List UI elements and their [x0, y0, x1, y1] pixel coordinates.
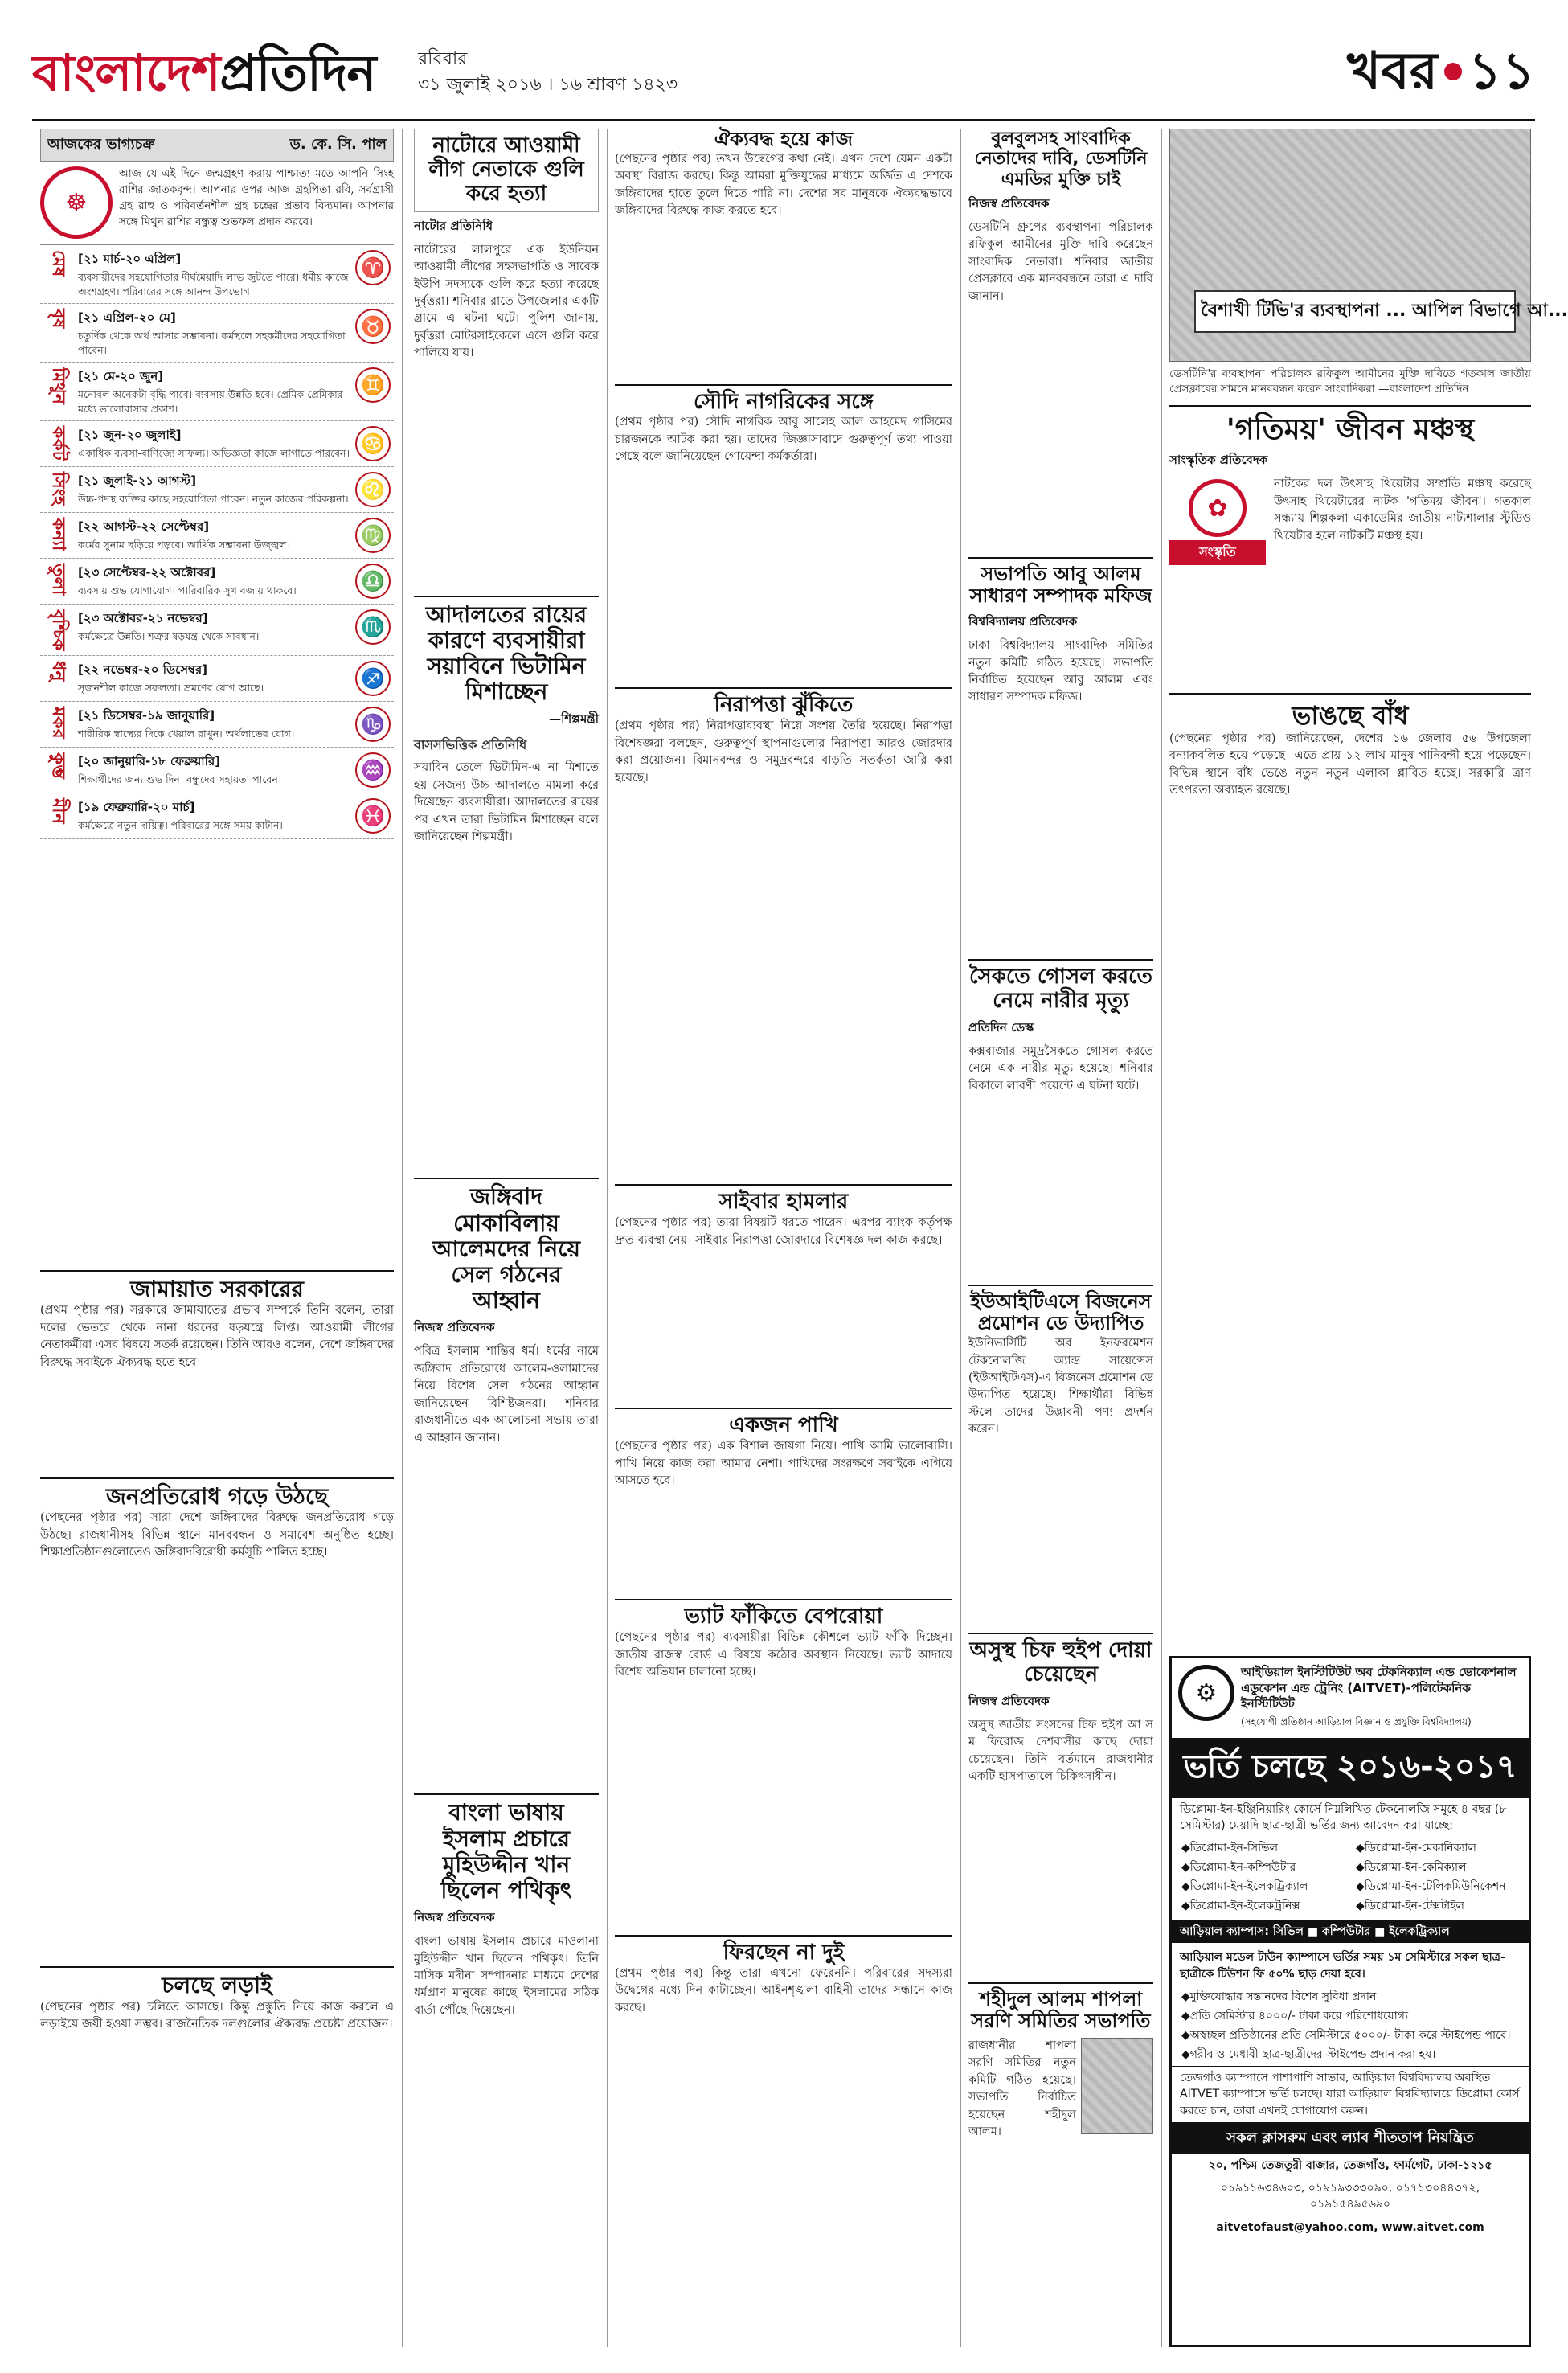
ad-title: ভর্তি চলছে ২০১৬-২০১৭ — [1172, 1738, 1529, 1798]
offer-item: ◆ মুক্তিযোদ্ধার সন্তানদের বিশেষ সুবিধা প্রদান — [1181, 1987, 1519, 2006]
article-title[interactable]: নাটোরে আওয়ামী লীগ নেতাকে গুলি করে হত্যা — [414, 129, 599, 212]
article-byline: নিজস্ব প্রতিবেদক — [414, 1910, 495, 1925]
sign-name: মকর — [48, 707, 68, 740]
article-body: রাজধানীর শাপলা সরণি সমিতির নতুন কমিটি গঠিত হয়েছে। সভাপতি নির্বাচিত হয়েছেন শহীদুল আলম। — [968, 2039, 1076, 2139]
article-body: (পেছনের পৃষ্ঠার পর) এক বিশাল জায়গা নিয়ে। পাখি আমি ভালোবাসি। পাখি নিয়ে কাজ করা আমার নেশা। পাখিদের সংরক্ষণে সবাইকে এগিয়ে আসতে হবে। — [615, 1440, 952, 1488]
aitvet-logo-icon: ⚙ — [1178, 1665, 1234, 1721]
article-body: (পেছনের পৃষ্ঠার পর) তখন উদ্বেগের কথা নেই। এখন দেশে যেমন একটা অবস্থা বিরাজ করছে। কিন্তু আমরা মুক্তিযুদ্ধের মাধ্যমে অর্জিত এ দেশকে জঙ্গিবাদের হাতে তুলে দিতে পারি না। দেশের সব মানুষকে ঐক্যবদ্ধভাবে জঙ্গিবাদের বিরুদ্ধে কাজ করতে হবে। — [615, 152, 952, 217]
ad-intro: ডিপ্লোমা-ইন-ইঞ্জিনিয়ারিং কোর্সে নিম্নলিখিত টেকনোলজি সমূহে ৪ বছর (৮ সেমিস্টার) মেয়াদি ছাত্র-ছাত্রী ভর্তির জন্য আবেদন করা যাচ্ছে: — [1180, 1802, 1507, 1832]
article-title[interactable]: ভাঙছে বাঁধ — [1169, 693, 1531, 731]
logo-red: বাংলাদেশ — [32, 43, 220, 102]
sign-date-range: [২২ আগস্ট-২২ সেপ্টেম্বর] — [78, 519, 210, 534]
article-title[interactable]: বুলবুলসহ সাংবাদিক নেতাদের দাবি, ডেসটিনি এমডির মুক্তি চাই — [974, 129, 1148, 190]
sign-date-range: [২৩ সেপ্টেম্বর-২২ অক্টোবর] — [78, 565, 216, 580]
horoscope-sign — [40, 559, 394, 605]
article-title[interactable]: অসুস্থ চিফ হুইপ দোয়া চেয়েছেন — [968, 1633, 1153, 1687]
sign-text: উচ্চ-পদস্থ ব্যক্তির কাছে সহযোগিতা পাবেন। নতুন কাজের পরিকল্পনা। — [78, 493, 349, 505]
horoscope-sign — [40, 245, 394, 304]
ad-footer-title: সকল ক্লাসরুম এবং ল্যাব শীততাপ নিয়ন্ত্রিত — [1172, 2123, 1529, 2154]
article-title[interactable]: শহীদুল আলম শাপলা সরণি সমিতির সভাপতি — [968, 1982, 1153, 2033]
sign-text: কর্মের সুনাম ছড়িয়ে পড়বে। আর্থিক সম্ভাবনা উজ্জ্বল। — [78, 539, 290, 551]
sign-text: শিক্ষার্থীদের জন্য শুভ দিন। বন্ধুদের সহায়তা পাবেন। — [78, 773, 282, 786]
zodiac-icon: ♈ — [355, 250, 391, 285]
sign-name: তুলা — [48, 564, 68, 596]
sign-text: ব্যবসায়ীদের সহযোগিতার দীর্ঘমেয়াদি লাভ জুটতে পারে। ধর্মীয় কাজে অংশগ্রহণ। পরিবারের সঙ্গে আনন্দ উপভোগ। — [78, 271, 349, 297]
article-title[interactable]: ঐক্যবদ্ধ হয়ে কাজ — [714, 128, 854, 150]
culture-label: সংস্কৃতি — [1169, 540, 1266, 565]
masthead — [32, 32, 1535, 113]
article-byline: নিজস্ব প্রতিবেদক — [968, 195, 1050, 211]
sign-text: চতুর্দিক থেকে অর্থ আসার সম্ভাবনা। কর্মস্থলে সহকর্মীদের সহযোগিতা পাবেন। — [78, 330, 346, 356]
article-body: অসুস্থ জাতীয় সংসদের চিফ হুইপ আ স ম ফিরোজ দেশবাসীর কাছে দোয়া চেয়েছেন। তিনি বর্তমানে রাজধানীর একটি হাসপাতালে চিকিৎসাধীন। — [968, 1718, 1153, 1784]
article-byline: প্রতিদিন ডেস্ক — [968, 1019, 1034, 1035]
portrait-photo — [1081, 2038, 1153, 2134]
zodiac-icon: ♒ — [355, 752, 391, 788]
horoscope-sign — [40, 748, 394, 793]
ad-web[interactable]: aitvetofaust@yahoo.com, www.aitvet.com — [1216, 2220, 1484, 2234]
sign-name: ধনু — [48, 661, 68, 682]
article-body: (পেছনের পৃষ্ঠার পর) জানিয়েছেন, দেশের ১৬ জেলার ৫৬ উপজেলা বন্যাকবলিত হয়ে পড়েছে। এতে প্রায় ১২ লাখ মানুষ পানিবন্দী হয়ে পড়েছেন। বিভিন্ন স্থানে বাঁধ ভেঙে নতুন নতুন এলাকা প্লাবিত হচ্ছে। সরকারি ত্রাণ তৎপরতা অব্যাহত রয়েছে। — [1169, 732, 1531, 797]
sign-date-range: [২০ জানুয়ারি-১৮ ফেব্রুয়ারি] — [78, 754, 221, 769]
column-divider — [960, 129, 961, 2347]
article-title[interactable]: সাইবার হামলার — [615, 1184, 952, 1215]
article-title[interactable]: ফিরছেন না দুই — [615, 1935, 952, 1965]
ad-address: ২০, পশ্চিম তেজতুরী বাজার, তেজগাঁও, ফার্মগেট, ঢাকা-১২১৫ — [1208, 2158, 1492, 2172]
article-body: (পেছনের পৃষ্ঠার পর) চলিতে আসছে। কিন্তু প্রস্তুতি নিয়ে কাজ করলে এ লড়াইয়ে জয়ী হওয়া সম্ভব। রাজনৈতিক দলগুলোর ঐক্যবদ্ধ প্রচেষ্টা প্রয়োজন। — [40, 2000, 394, 2031]
article-title[interactable]: বাংলা ভাষায় ইসলাম প্রচারে মুহিউদ্দীন খান ছিলেন পথিকৃৎ — [414, 1793, 599, 1904]
masthead-date: ৩১ জুলাই ২০১৬ । ১৬ শ্রাবণ ১৪২৩ — [418, 75, 678, 95]
red-dot-icon — [1444, 63, 1462, 80]
horoscope-sign — [40, 304, 394, 363]
zodiac-icon: ♐ — [355, 661, 391, 696]
course-list — [1172, 1837, 1529, 1917]
article-title[interactable]: জনপ্রতিরোধ গড়ে উঠছে — [40, 1477, 394, 1510]
horoscope-sign — [40, 702, 394, 748]
course-item: ◆ ডিপ্লোমা-ইন-মেকানিক্যাল — [1356, 1838, 1519, 1858]
article-body: (পেছনের পৃষ্ঠার পর) তারা বিষয়টি ধরতে পারেন। এরপর ব্যাংক কর্তৃপক্ষ দ্রুত ব্যবস্থা নেয়। সাইবার নিরাপত্তা জোরদারে বিশেষজ্ঞ দল কাজ করছে। — [615, 1216, 952, 1247]
zodiac-icon: ♏ — [355, 609, 391, 645]
article-body: সয়াবিন তেলে ভিটামিন-এ না মিশাতে হয় সেজন্য উচ্চ আদালতে মামলা করে দিয়েছেন ব্যবসায়ীরা। আদালতের রায়ের পর এখন তারা ভিটামিন মিশাচ্ছেন বলে জানিয়েছেন শিল্পমন্ত্রী। — [414, 761, 599, 844]
horoscope-sign — [40, 421, 394, 467]
column-divider — [607, 129, 608, 2347]
sign-date-range: [২৩ অক্টোবর-২১ নভেম্বর] — [78, 611, 208, 625]
course-item: ◆ ডিপ্লোমা-ইন-কম্পিউটার — [1181, 1858, 1345, 1877]
horoscope-sign — [40, 793, 394, 839]
article-title[interactable]: 'গতিময়' জীবন মঞ্চস্থ — [1169, 405, 1531, 446]
horoscope-header — [40, 129, 394, 162]
sign-date-range: [১৯ ফেব্রুয়ারি-২০ মার্চ] — [78, 800, 195, 815]
course-item: ◆ ডিপ্লোমা-ইন-ইলেকট্রনিক্স — [1181, 1896, 1345, 1916]
photo-caption: ডেসটিনি'র ব্যবস্থাপনা পরিচালক রফিকুল আমীনের মুক্তি দাবিতে গতকাল জাতীয় প্রেসক্লাবের সামনে মানববন্ধন করেন সাংবাদিকরা —বাংলাদেশ প্রতিদিন — [1169, 367, 1531, 396]
course-item: ◆ ডিপ্লোমা-ইন-সিভিল — [1181, 1838, 1345, 1858]
culture-logo-icon: ✿ — [1189, 479, 1247, 537]
offer-item: ◆ গরীব ও মেধাবী ছাত্র-ছাত্রীদের স্টাইপেন্ড প্রদান করা হয়। — [1181, 2045, 1519, 2064]
column-2 — [414, 129, 599, 2347]
horoscope-sign — [40, 656, 394, 702]
sign-text: শারীরিক স্বাস্থ্যের দিকে খেয়াল রাখুন। অর্থলাভের যোগ। — [78, 727, 295, 740]
zodiac-icon: ♑ — [355, 707, 391, 742]
article-body: বাংলা ভাষায় ইসলাম প্রচারে মাওলানা মুহিউদ্দীন খান ছিলেন পথিকৃৎ। তিনি মাসিক মদীনা সম্পাদনার মাধ্যমে দেশের ধর্মপ্রাণ মানুষের কাছে ইসলামের সঠিক বার্তা পৌঁছে দিয়েছেন। — [414, 1935, 599, 2017]
article-body: (পেছনের পৃষ্ঠার পর) ব্যবসায়ীরা বিভিন্ন কৌশলে ভ্যাট ফাঁকি দিচ্ছেন। জাতীয় রাজস্ব বোর্ড এ বিষয়ে কঠোর অবস্থান নিয়েছে। ভ্যাট আদায়ে বিশেষ অভিযান চালানো হচ্ছে। — [615, 1631, 952, 1678]
sign-name: কন্যা — [48, 518, 68, 551]
article-body: নাটোরের লালপুরে এক ইউনিয়ন আওয়ামী লীগের সহসভাপতি ও সাবেক ইউপি সদস্যকে গুলি করে হত্যা করেছে দুর্বৃত্তরা। শনিবার রাতে উপজেলার একটি গ্রামে এ ঘটনা ঘটে। পুলিশ জানায়, দুর্বৃত্তরা মোটরসাইকেলে এসে গুলি করে পালিয়ে যায়। — [414, 243, 599, 360]
article-title[interactable]: নিরাপত্তা ঝুঁকিতে — [615, 687, 952, 718]
article-body: কক্সবাজার সমুদ্রসৈকতে গোসল করতে নেমে এক নারীর মৃত্যু হয়েছে। শনিবার বিকালে লাবণী পয়েন্টে এ ঘটনা ঘটে। — [968, 1044, 1153, 1092]
horoscope-column — [40, 129, 394, 1262]
sign-date-range: [২১ জুলাই-২১ আগস্ট] — [78, 473, 197, 488]
horoscope-sign — [40, 467, 394, 513]
ad-campus: আড়িয়াল ক্যাম্পাস: সিভিল ■ কম্পিউটার ■ ইলেকট্রিক্যাল — [1172, 1920, 1529, 1943]
column-divider — [402, 129, 403, 2347]
article-body: (পেছনের পৃষ্ঠার পর) সারা দেশে জঙ্গিবাদের বিরুদ্ধে জনপ্রতিরোধ গড়ে উঠছে। রাজধানীসহ বিভিন্ন স্থানে মানববন্ধন ও সমাবেশ অনুষ্ঠিত হচ্ছে। শিক্ষাপ্রতিষ্ঠানগুলোতেও জঙ্গিবাদবিরোধী কর্মসূচি পালিত হচ্ছে। — [40, 1511, 394, 1559]
sign-name: বৃষ — [48, 309, 68, 329]
section-title: খবর — [1347, 42, 1438, 101]
horoscope-sign — [40, 513, 394, 559]
article-title[interactable]: চলছে লড়াই — [40, 1966, 394, 1998]
zodiac-icon: ♊ — [355, 367, 391, 403]
ad-phones[interactable]: ০১৯১১৬৩৪৬০৩, ০১৯১৯৩৩৩০৯০, ০১৭১৩০৪৪৩৭২, ০১৯১৫৪৯৫৬৯০ — [1220, 2182, 1480, 2211]
section-label — [1230, 32, 1535, 109]
article-title[interactable]: জঙ্গিবাদ মোকাবিলায় আলেমদের নিয়ে সেল গঠনের আহ্বান — [414, 1178, 599, 1314]
offer-item: ◆ প্রতি সেমিস্টার ৪০০০/- টাকা করে পরিশোধযোগ্য — [1181, 2006, 1519, 2026]
article-title[interactable]: একজন পাখি — [615, 1408, 952, 1438]
zodiac-icon: ♓ — [355, 798, 391, 834]
article-body: (প্রথম পৃষ্ঠার পর) সৌদি নাগরিক আবু সালেহ আল আহমেদ গাসিমের চারজনকে আটক করা হয়। তাদের জিজ্ঞাসাবাদে গুরুত্বপূর্ণ তথ্য পাওয়া গেছে বলে জানিয়েছেন গোয়েন্দা কর্মকর্তারা। — [615, 416, 952, 464]
offer-item: ◆ অস্বচ্ছল প্রতিষ্ঠানের প্রতি সেমিস্টারে ৫০০০/- টাকা করে স্টাইপেন্ড পাবে। — [1181, 2026, 1519, 2045]
article-body: (প্রথম পৃষ্ঠার পর) নিরাপত্তাব্যবস্থা নিয়ে সংশয় তৈরি হয়েছে। নিরাপত্তা বিশেষজ্ঞরা বলছেন, গুরুত্বপূর্ণ স্থাপনাগুলোর নিরাপত্তা আরও জোরদার করা প্রয়োজন। বিমানবন্দর ও সমুদ্রবন্দরে বাড়তি সতর্কতা জারি করা হয়েছে। — [615, 719, 952, 785]
course-item: ◆ ডিপ্লোমা-ইন-ইলেকট্রিক্যাল — [1181, 1877, 1345, 1896]
admission-ad[interactable] — [1169, 1656, 1531, 2347]
sign-name: কর্কট — [48, 426, 68, 461]
zodiac-icon: ♉ — [355, 309, 391, 344]
article-title[interactable]: সৌদি নাগরিকের সঙ্গে — [615, 384, 952, 415]
sign-text: সৃজনশীল কাজে সফলতা। ভ্রমণের যোগ আছে। — [78, 682, 264, 695]
sign-text: ব্যবসায় শুভ যোগাযোগ। পারিবারিক সুখ বজায় থাকবে। — [78, 584, 297, 596]
article-title[interactable]: ভ্যাট ফাঁকিতে বেপরোয়া — [615, 1599, 952, 1629]
article-body: নাটকের দল উৎসাহ থিয়েটার সম্প্রতি মঞ্চস্থ করেছে উৎসাহ থিয়েটারের নাটক 'গতিময় জীবন'। গতকাল সন্ধ্যায় শিল্পকলা একাডেমির জাতীয় নাট্যশালার স্টুডিও থিয়েটার হলে নাটকটি মঞ্চস্থ হয়। — [1274, 477, 1531, 543]
sign-name: মীন — [48, 798, 68, 825]
zodiac-icon: ♌ — [355, 472, 391, 507]
article-body: ঢাকা বিশ্ববিদ্যালয় সাংবাদিক সমিতির নতুন কমিটি গঠিত হয়েছে। সভাপতি নির্বাচিত হয়েছেন আবু আলম এবং সাধারণ সম্পাদক মফিজ। — [968, 639, 1153, 704]
course-item: ◆ ডিপ্লোমা-ইন-টেক্সটাইল — [1356, 1896, 1519, 1916]
column-4 — [968, 129, 1153, 2347]
horoscope-intro: আজ যে এই দিনে জন্মগ্রহণ করায় পাশ্চাত্য মতে আপনি সিংহ রাশির জাতকবৃন্দ। আপনার ওপর আজ গ্রহপিতা রবি, সর্বগ্রাসী গ্রহ রাহু ও পরিবর্তনশীল গ্রহ চন্দ্রের প্রভাব বিদ্যমান। আপনার সঙ্গে মিথুন রাশির বন্ধুত্ব শুভফল প্রদান করবে। — [119, 167, 394, 228]
sign-date-range: [২১ ডিসেম্বর-১৯ জানুয়ারি] — [78, 708, 215, 723]
sign-date-range: [২১ এপ্রিল-২০ মে] — [78, 310, 176, 325]
article-body: (প্রথম পৃষ্ঠার পর) কিন্তু তারা এখনো ফেরেননি। পরিবারের সদস্যরা উদ্বেগের মধ্যে দিন কাটাচ্ছেন। আইনশৃঙ্খলা বাহিনী তাদের সন্ধানে কাজ করছে। — [615, 1966, 952, 2014]
sign-name: কুম্ভ — [48, 752, 68, 780]
left-articles — [40, 1270, 394, 2347]
zodiac-icon: ♍ — [355, 518, 391, 553]
article-title[interactable]: ইউআইটিএসে বিজনেস প্রমোশন ডে উদ্যাপিত — [968, 1285, 1153, 1335]
course-item: ◆ ডিপ্লোমা-ইন-কেমিক্যাল — [1356, 1858, 1519, 1877]
article-byline: —শিল্পমন্ত্রী — [549, 711, 599, 727]
masthead-rule — [32, 119, 1535, 121]
ad-header: আইডিয়াল ইনস্টিটিউট অব টেকনিক্যাল এন্ড ভোকেশনাল এডুকেশন এন্ড ট্রেনিং (AITVET)-পলিটেকনিক ইনস্টিটিউট — [1241, 1665, 1517, 1711]
sign-text: মনোবল অনেকটা বৃদ্ধি পাবে। ব্যবসায় উন্নতি হবে। প্রেমিক-প্রেমিকার মধ্যে ভালোবাসার প্রকাশ। — [78, 388, 343, 415]
sign-date-range: [২১ জুন-২০ জুলাই] — [78, 428, 182, 442]
logo-black: প্রতিদিন — [219, 43, 376, 102]
ad-campus-note: আড়িয়াল মডেল টাউন ক্যাম্পাসে ভর্তির সময় ১ম সেমিস্টারে সকল ছাত্র-ছাত্রীকে টিউশন ফি ৫০% ছাড় দেয়া হবে। — [1180, 1951, 1505, 1981]
sign-text: কর্মক্ষেত্রে উন্নতি। শত্রুর ষড়যন্ত্র থেকে সাবধান। — [78, 630, 260, 642]
article-byline: নিজস্ব প্রতিবেদক — [968, 1693, 1050, 1708]
article-body: পবিত্র ইসলাম শান্তির ধর্ম। ধর্মের নামে জঙ্গিবাদ প্রতিরোধে আলেম-ওলামাদের নিয়ে বিশেষ সেল গঠনের আহ্বান জানিয়েছেন বিশিষ্টজনরা। শনিবার রাজধানীতে এক আলোচনা সভায় তারা এ আহ্বান জানান। — [414, 1345, 599, 1445]
article-title[interactable]: সৈকতে গোসল করতে নেমে নারীর মৃত্যু — [968, 959, 1153, 1014]
article-source: বাসসভিত্তিক প্রতিনিধি — [414, 737, 527, 753]
article-byline: নিজস্ব প্রতিবেদক — [414, 1320, 495, 1335]
page-number: ১১ — [1468, 42, 1535, 101]
news-photo[interactable] — [1169, 129, 1568, 362]
sign-name: বৃশ্চিক — [48, 609, 68, 651]
ad-notice: তেজগাঁও ক্যাম্পাসে পাশাপাশি সাভার, আড়িয়াল বিশ্ববিদ্যালয় অবস্থিত AITVET ক্যাম্পাসে ভর্তি চলছে। যারা আড়িয়াল বিশ্ববিদ্যালয়ে ডিপ্লোমা কোর্স করতে চান, তারা এখনই যোগাযোগ করুন। — [1172, 2066, 1529, 2123]
article-byline: বিশ্ববিদ্যালয় প্রতিবেদক — [968, 614, 1078, 629]
horoscope-sign — [40, 363, 394, 421]
sign-name: সিংহ — [48, 472, 68, 506]
horoscope-title: আজকের ভাগ্যচক্র — [47, 136, 155, 153]
article-byline: নাটোর প্রতিনিধি — [414, 218, 493, 233]
offer-list — [1172, 1986, 1529, 2066]
zodiac-icon: ♋ — [355, 426, 391, 461]
sign-name: মিথুন — [48, 367, 68, 404]
sign-name: মেষ — [48, 250, 68, 277]
photo-banner: বৈশাখী টিভি'র ব্যবস্থাপনা ... আপিল বিভাগে আ... — [1194, 290, 1516, 333]
column-divider — [1161, 129, 1162, 2347]
sign-date-range: [২২ নভেম্বর-২০ ডিসেম্বর] — [78, 662, 207, 678]
horoscope-sign — [40, 605, 394, 656]
article-title[interactable]: আদালতের রায়ের কারণে ব্যবসায়ীরা সয়াবিনে ভিটামিন মিশাচ্ছেন — [414, 596, 599, 706]
sign-text: একাধিক ব্যবসা-বাণিজ্যে সাফল্য। অভিজ্ঞতা কাজে লাগাতে পারবেন। — [78, 447, 350, 459]
column-3 — [615, 129, 952, 2347]
sign-date-range: [২১ মে-২০ জুন] — [78, 369, 164, 383]
course-item: ◆ ডিপ্লোমা-ইন-টেলিকমিউনিকেশন — [1356, 1877, 1519, 1896]
article-title[interactable]: জামায়াত সরকারের — [40, 1270, 394, 1302]
masthead-day: রবিবার — [418, 49, 468, 69]
zodiac-wheel-icon: ☸ — [40, 166, 113, 239]
article-body: ইউনিভার্সিটি অব ইনফরমেশন টেকনোলজি অ্যান্ড সায়েন্সেস (ইউআইটিএস)-এ বিজনেস প্রমোশন ডে উদ্যাপিত হয়েছে। শিক্ষার্থীরা বিভিন্ন স্টলে তাদের উদ্ভাবনী পণ্য প্রদর্শন করেন। — [968, 1337, 1153, 1437]
article-byline: সাংস্কৃতিক প্রতিবেদক — [1169, 453, 1268, 468]
article-body: ডেসটিনি গ্রুপের ব্যবস্থাপনা পরিচালক রফিকুল আমীনের মুক্তি দাবি করেছেন সাংবাদিক নেতারা। শনিবার জাতীয় প্রেসক্লাবে এক মানববন্ধনে তারা এ দাবি জানান। — [968, 220, 1153, 303]
horoscope-author: ড. কে. সি. পাল — [289, 136, 387, 153]
zodiac-icon: ♎ — [355, 564, 391, 599]
horoscope-signs — [40, 245, 394, 839]
newspaper-logo[interactable] — [32, 35, 402, 108]
ad-subheader: (সহযোগী প্রতিষ্ঠান আড়িয়াল বিজ্ঞান ও প্রযুক্তি বিশ্ববিদ্যালয়) — [1241, 1715, 1472, 1727]
article-title[interactable]: সভাপতি আবু আলম সাধারণ সম্পাদক মফিজ — [968, 557, 1153, 608]
sign-text: কর্মক্ষেত্রে নতুন দায়িত্ব। পরিবারের সঙ্গে সময় কাটান। — [78, 819, 283, 832]
sign-date-range: [২১ মার্চ-২০ এপ্রিল] — [78, 252, 182, 266]
article-body: (প্রথম পৃষ্ঠার পর) সরকারে জামায়াতের প্রভাব সম্পর্কে তিনি বলেন, তারা দলের ভেতরে থেকে নানা ধরনের ষড়যন্ত্রে লিপ্ত। আওয়ামী লীগের নেতাকর্মীরা এসব বিষয়ে সতর্ক রয়েছেন। তিনি আরও বলেন, দেশে জঙ্গিবাদের বিরুদ্ধে সবাইকে ঐক্যবদ্ধ হতে হবে। — [40, 1304, 394, 1369]
